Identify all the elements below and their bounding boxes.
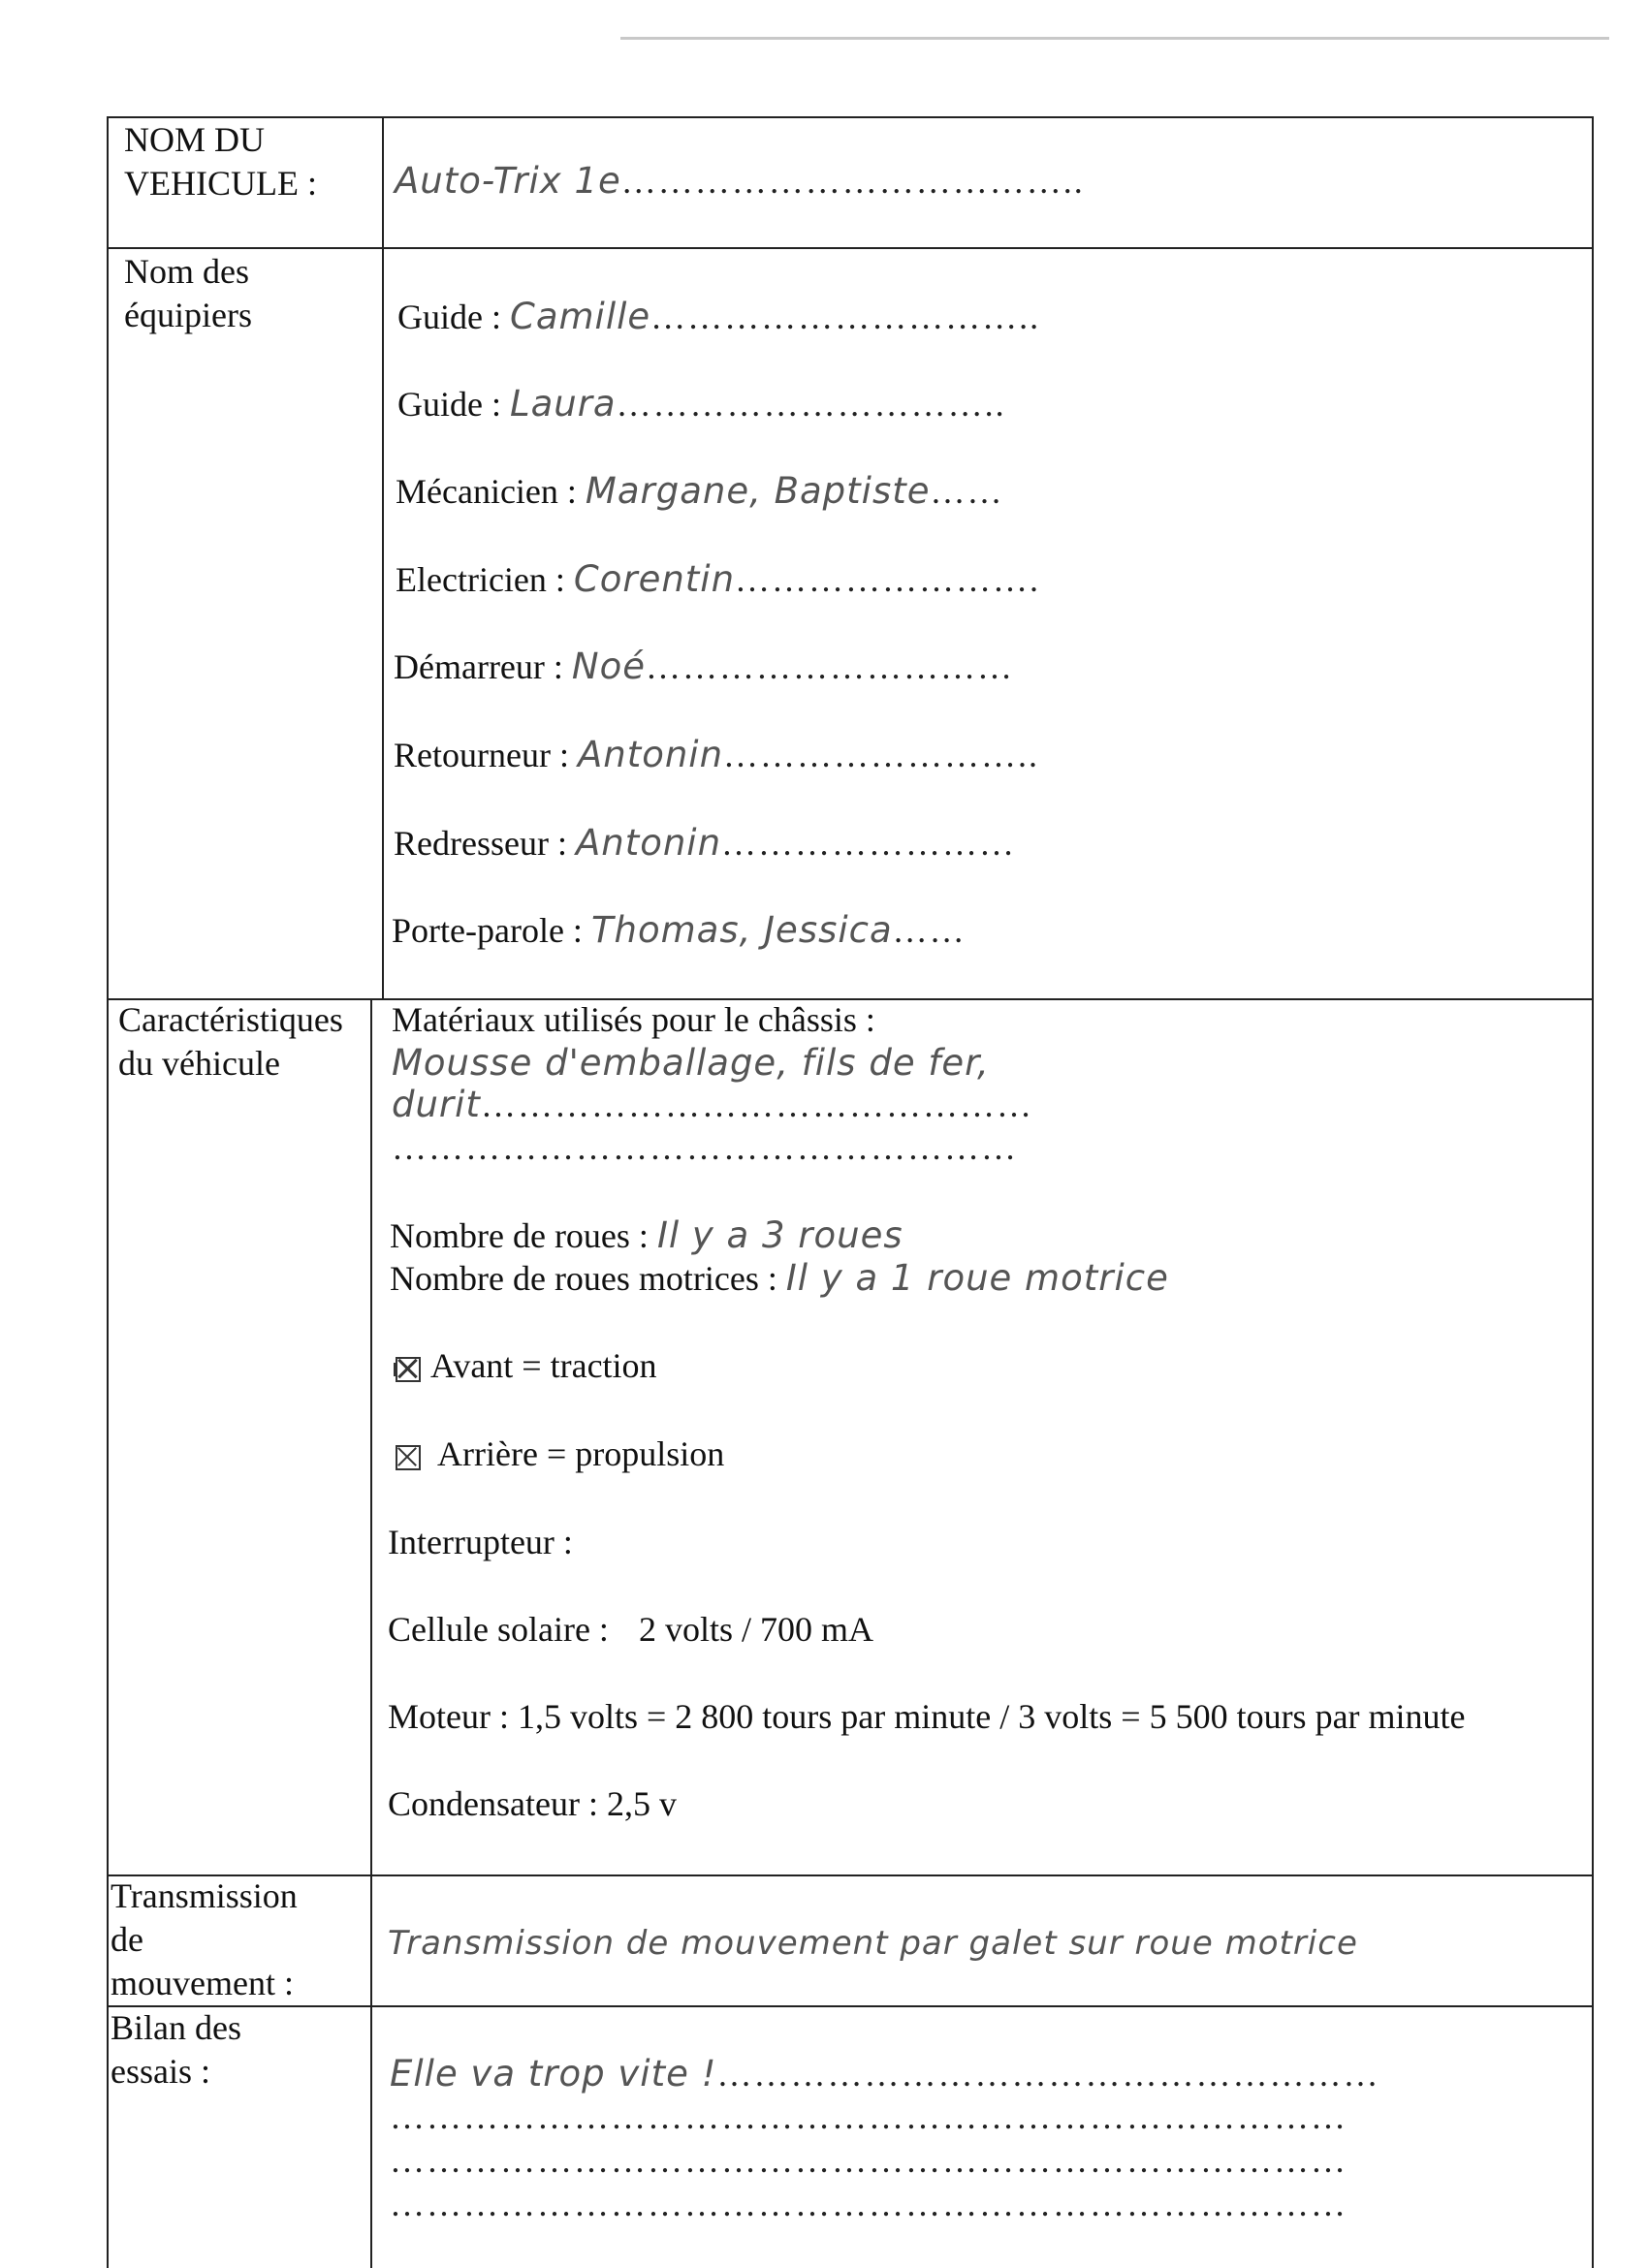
crew-role-dots: …… [892,911,967,950]
crew-role-guide-1[interactable] [397,295,1040,339]
crew-role-value: Thomas, Jessica [590,909,893,951]
crew-role-value: Margane, Baptiste [585,470,931,512]
crew-role-label: Retourneur : [394,736,569,774]
crew-role-label: Guide : [397,385,501,424]
crew-role-dots: …… [930,472,1004,511]
rear-propulsion-label: Arrière = propulsion [437,1434,725,1473]
crew-role-mecanicien[interactable] [396,469,1004,514]
vehicle-name-dots: ……………………………….. [620,162,1085,201]
wheels-value: Il y a 3 roues [656,1214,903,1256]
switch-label: Interrupteur : [388,1523,573,1561]
drive-wheels-label: Nombre de roues motrices : [390,1259,777,1298]
crew-role-value: Antonin [577,734,724,775]
solar-cell-field [388,1608,873,1652]
scan-edge-line [620,37,1609,40]
row-divider-vehicle [109,247,1592,249]
motor-label: Moteur : 1,5 volts = 2 800 tours par minute / 3 volts = 5 500 tours par minute [388,1697,1466,1736]
crew-role-label: Mécanicien : [396,472,577,511]
solar-cell-value: 2 volts / 700 mA [638,1610,873,1649]
drive-wheels-value: Il y a 1 roue motrice [785,1257,1169,1299]
tests-dots-1: ……………………………………………… [716,2055,1380,2094]
rear-propulsion-checkbox[interactable] [396,1445,421,1470]
tests-line-1[interactable] [390,2052,1379,2096]
crew-role-porte-parole[interactable] [392,908,967,953]
materials-dots-2: ……………………………………… [480,1086,1033,1124]
crew-role-redresseur[interactable] [394,821,1016,866]
materials-label: Matériaux utilisés pour le châssis : [392,1000,875,1039]
crew-role-dots: ………………………… [646,647,1014,686]
crew-role-dots: ……………………. [735,560,1041,599]
front-traction-label: Avant = traction [430,1346,657,1385]
materials-value-2: durit [392,1084,481,1125]
crew-role-label: Electricien : [396,560,565,599]
crew-role-label: Porte-parole : [392,911,583,950]
capacitor-label: Condensateur : 2,5 v [388,1784,677,1823]
vehicle-name-value: Auto-Trix 1e [395,160,621,202]
row-divider-transmission [109,2005,1592,2007]
wheels-label: Nombre de roues : [390,1216,649,1255]
front-traction-checkbox[interactable] [396,1357,421,1382]
characteristics-label: Caractéristiques du véhicule [118,1000,343,1083]
crew-role-dots: ………………………….. [616,385,1006,424]
tests-label: Bilan des essais : [111,2008,241,2091]
transmission-field[interactable] [388,1921,1358,1966]
crew-role-value: Antonin [575,822,722,864]
vehicle-form-table [107,116,1594,2268]
crew-role-label: Redresseur : [394,824,567,863]
crew-role-electricien[interactable] [396,557,1040,602]
materials-line-1[interactable] [392,1041,990,1086]
crew-label: Nom des équipiers [124,252,252,334]
materials-line-2[interactable] [392,1083,1033,1127]
column-divider-bottom [370,998,372,2268]
crew-role-retourneur[interactable] [394,733,1039,777]
crew-role-value: Camille [509,296,651,337]
crew-role-dots: …………………….. [723,736,1040,774]
crew-role-label: Guide : [397,298,501,336]
crew-role-value: Noé [571,646,646,687]
crew-role-label: Démarreur : [394,647,563,686]
crew-role-demarreur[interactable] [394,645,1014,689]
column-divider-top [382,118,384,998]
wheels-field[interactable] [390,1213,903,1258]
crew-role-guide-2[interactable] [397,382,1006,426]
row-divider-characteristics [109,1874,1592,1876]
tests-line-4[interactable]: …………………………………………………………………… [390,2185,1347,2223]
rear-propulsion-option[interactable] [396,1433,724,1476]
crew-role-value: Laura [509,383,617,425]
tests-line-2[interactable]: …………………………………………………………………… [390,2097,1347,2136]
crew-role-value: Corentin [573,558,736,600]
tests-value: Elle va trop vite ! [390,2053,717,2095]
vehicle-name-field[interactable] [395,159,1085,204]
tests-line-3[interactable]: …………………………………………………………………… [390,2141,1347,2180]
solar-cell-label: Cellule solaire : [388,1610,609,1649]
vehicle-name-label: NOM DU VEHICULE : [124,120,317,203]
crew-role-dots: ………………………….. [650,298,1041,336]
crew-role-dots: …………………… [721,824,1017,863]
drive-wheels-field[interactable] [390,1256,1169,1301]
transmission-label: Transmission de mouvement : [111,1876,298,2002]
front-traction-option[interactable] [396,1344,657,1388]
materials-line-3[interactable]: …………………………………………… [392,1128,1018,1167]
materials-value-1: Mousse d'emballage, fils de fer, [392,1042,990,1084]
transmission-value: Transmission de mouvement par galet sur roue motrice [388,1924,1358,1963]
